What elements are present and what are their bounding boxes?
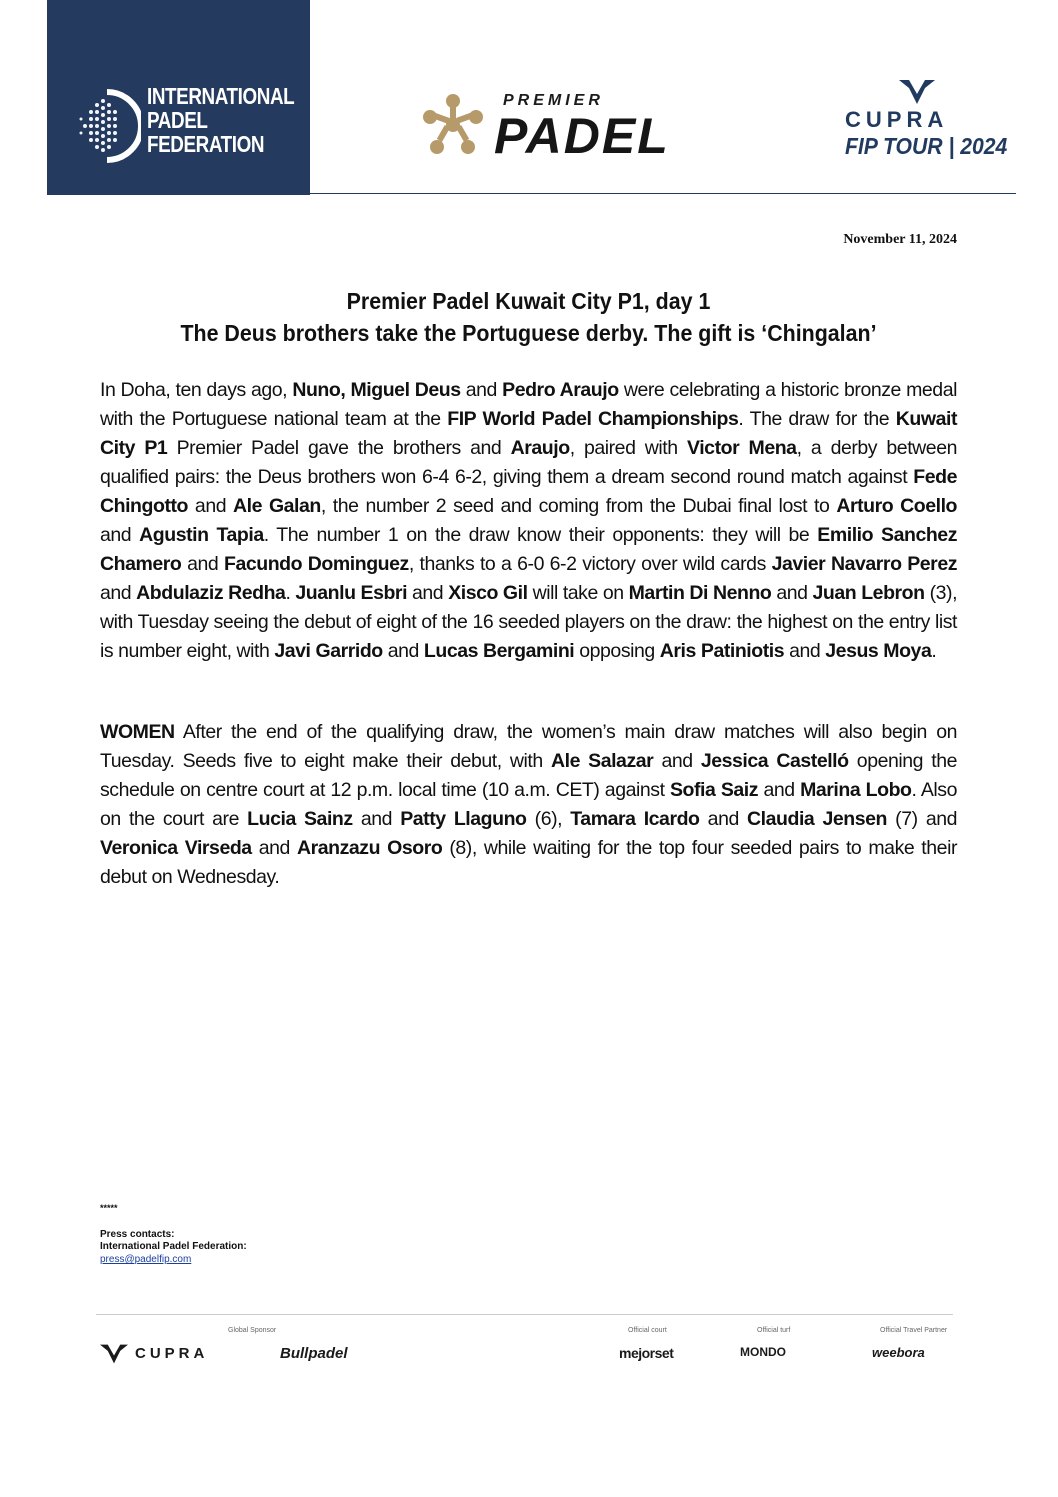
bold-text-run: Claudia Jensen [747,808,887,830]
text-run: (8), while waiting for the top four seeded pairs to make their debut on Wednesday. [100,837,957,888]
text-run: (6), [526,808,571,830]
bold-text-run: Nuno, Miguel Deus [292,379,461,401]
bold-text-run: Juan Lebron [812,582,925,604]
text-run: . [285,582,296,604]
text-run: , thanks to a 6-0 6-2 victory over wild cards [408,553,772,575]
footer-divider [96,1314,953,1315]
fip-logo-block [47,0,310,195]
text-run: . [931,640,937,662]
fip-tour-2024: FIP TOUR | 2024 [845,133,1008,159]
text-run: and [100,524,140,546]
bold-text-run: Javi Garrido [274,640,383,662]
text-run: and [653,750,701,772]
bold-text-run: Ale Salazar [550,750,654,772]
bold-text-run: FIP World Padel Championships [447,408,739,430]
bold-text-run: Marina Lobo [800,779,912,801]
fip-wordmark [147,84,294,156]
bold-text-run: Abdulaziz Redha [136,582,286,604]
text-run: will take on [527,582,629,604]
title-line-2: The Deus brothers take the Portuguese derby. The gift is ‘Chingalan’ [180,320,877,346]
text-run: . The draw for the [738,408,896,430]
text-run: and [460,379,503,401]
sponsor-bullpadel-logo: Bullpadel [280,1345,348,1362]
bold-text-run: Patty Llaguno [400,808,527,830]
fip-name-line: INTERNATIONAL [147,83,295,109]
text-run: (7) and [887,808,958,830]
bold-text-run: Araujo [510,437,570,459]
bold-text-run: Aranzazu Osoro [296,837,443,859]
text-run: , the number 2 seed and coming from the Dubai final lost to [320,495,837,517]
body-paragraph-women [100,718,957,892]
press-release-date: November 11, 2024 [843,232,957,247]
sponsor-label-global: Global Sponsor [228,1327,277,1334]
bold-text-run: Pedro Araujo [502,379,619,401]
press-contacts-heading: Press contacts: [100,1229,175,1240]
bold-text-run: Xisco Gil [448,582,528,604]
bold-text-run: Tamara Icardo [570,808,700,830]
premier-padel-premier: PREMIER [503,92,604,109]
title-line-1: Premier Padel Kuwait City P1, day 1 [346,288,711,314]
premier-padel-flower-icon [418,92,488,158]
press-release-title [130,285,927,349]
text-run: and [100,582,137,604]
bold-text-run: Veronica Virseda [100,837,252,859]
sponsor-weebora-logo: weebora [872,1345,925,1360]
press-contacts-organization: International Padel Federation: [100,1241,247,1252]
bold-text-run: Arturo Coello [836,495,957,517]
bold-text-run: Lucia Sainz [247,808,353,830]
text-run: , paired with [569,437,687,459]
text-run: and [407,582,449,604]
sponsor-mondo-logo: MONDO [740,1345,786,1359]
bold-text-run: Jesus Moya [825,640,932,662]
premier-padel-wordmark: PADEL [494,108,670,164]
text-run: After the end of the qualifying draw, the women’s main draw matches will also begin on Tuesday. Seeds five to eight make their debut, with [100,721,957,772]
fip-name-line: PADEL [147,107,208,133]
text-run: , a derby between qualified pairs: the Deus brothers won 6-4 6-2, giving them a dream second round match against [100,437,957,488]
text-run: In Doha, ten days ago, [100,379,293,401]
sponsor-label-turf: Official turf [757,1327,791,1334]
fip-ball-icon [77,88,141,164]
sponsor-cupra-logo: CUPRA [135,1345,209,1362]
bold-text-run: Emilio Sanchez Chamero [100,524,958,575]
text-run: opening the schedule on centre court at 12 p.m. local time (10 a.m. CET) against [100,750,957,801]
text-run: opposing [574,640,660,662]
text-run: and [699,808,748,830]
sponsor-mejorset-logo: mejorset [619,1345,674,1361]
bold-text-run: Ale Galan [233,495,321,517]
text-run: and [352,808,401,830]
bold-text-run: Juanlu Esbri [295,582,408,604]
text-run: and [784,640,826,662]
text-run: (3), with Tuesday seeing the debut of eight of the 16 seeded players on the draw: the highest on the entry list is number eight, with [100,582,958,662]
text-run: and [771,582,813,604]
bold-text-run: Lucas Bergamini [423,640,575,662]
bold-text-run: Martin Di Nenno [628,582,772,604]
text-run: and [181,553,224,575]
text-run: . Also on the court are [100,779,957,830]
text-run: and [758,779,801,801]
text-run: and [382,640,424,662]
bold-text-run: WOMEN [100,721,175,743]
text-run: and [251,837,297,859]
cupra-wordmark: CUPRA [845,107,949,132]
sponsor-label-travel: Official Travel Partner [880,1327,948,1334]
header-divider [310,193,1016,194]
bold-text-run: Aris Patiniotis [659,640,785,662]
text-run: and [188,495,234,517]
text-run: were celebrating a historic bronze medal with the Portuguese national team at the [100,379,957,430]
bold-text-run: Kuwait City P1 [100,408,957,459]
bold-text-run: Jessica Castelló [700,750,849,772]
body-paragraph-men [100,376,957,666]
bold-text-run: Fede Chingotto [100,466,957,517]
cupra-logo-icon [899,80,935,104]
bold-text-run: Facundo Dominguez [223,553,409,575]
bold-text-run: Agustin Tapia [139,524,264,546]
separator-stars: ***** [100,1203,118,1213]
bold-text-run: Victor Mena [687,437,797,459]
bold-text-run: Sofia Saiz [669,779,759,801]
cupra-sponsor-icon [100,1344,128,1364]
text-run: Premier Padel gave the brothers and [167,437,511,459]
sponsor-label-court: Official court [628,1327,667,1334]
press-email-link[interactable]: press@padelfip.com [100,1254,192,1265]
fip-name-line: FEDERATION [147,131,265,157]
text-run: . The number 1 on the draw know their opponents: they will be [263,524,818,546]
bold-text-run: Javier Navarro Perez [771,553,958,575]
